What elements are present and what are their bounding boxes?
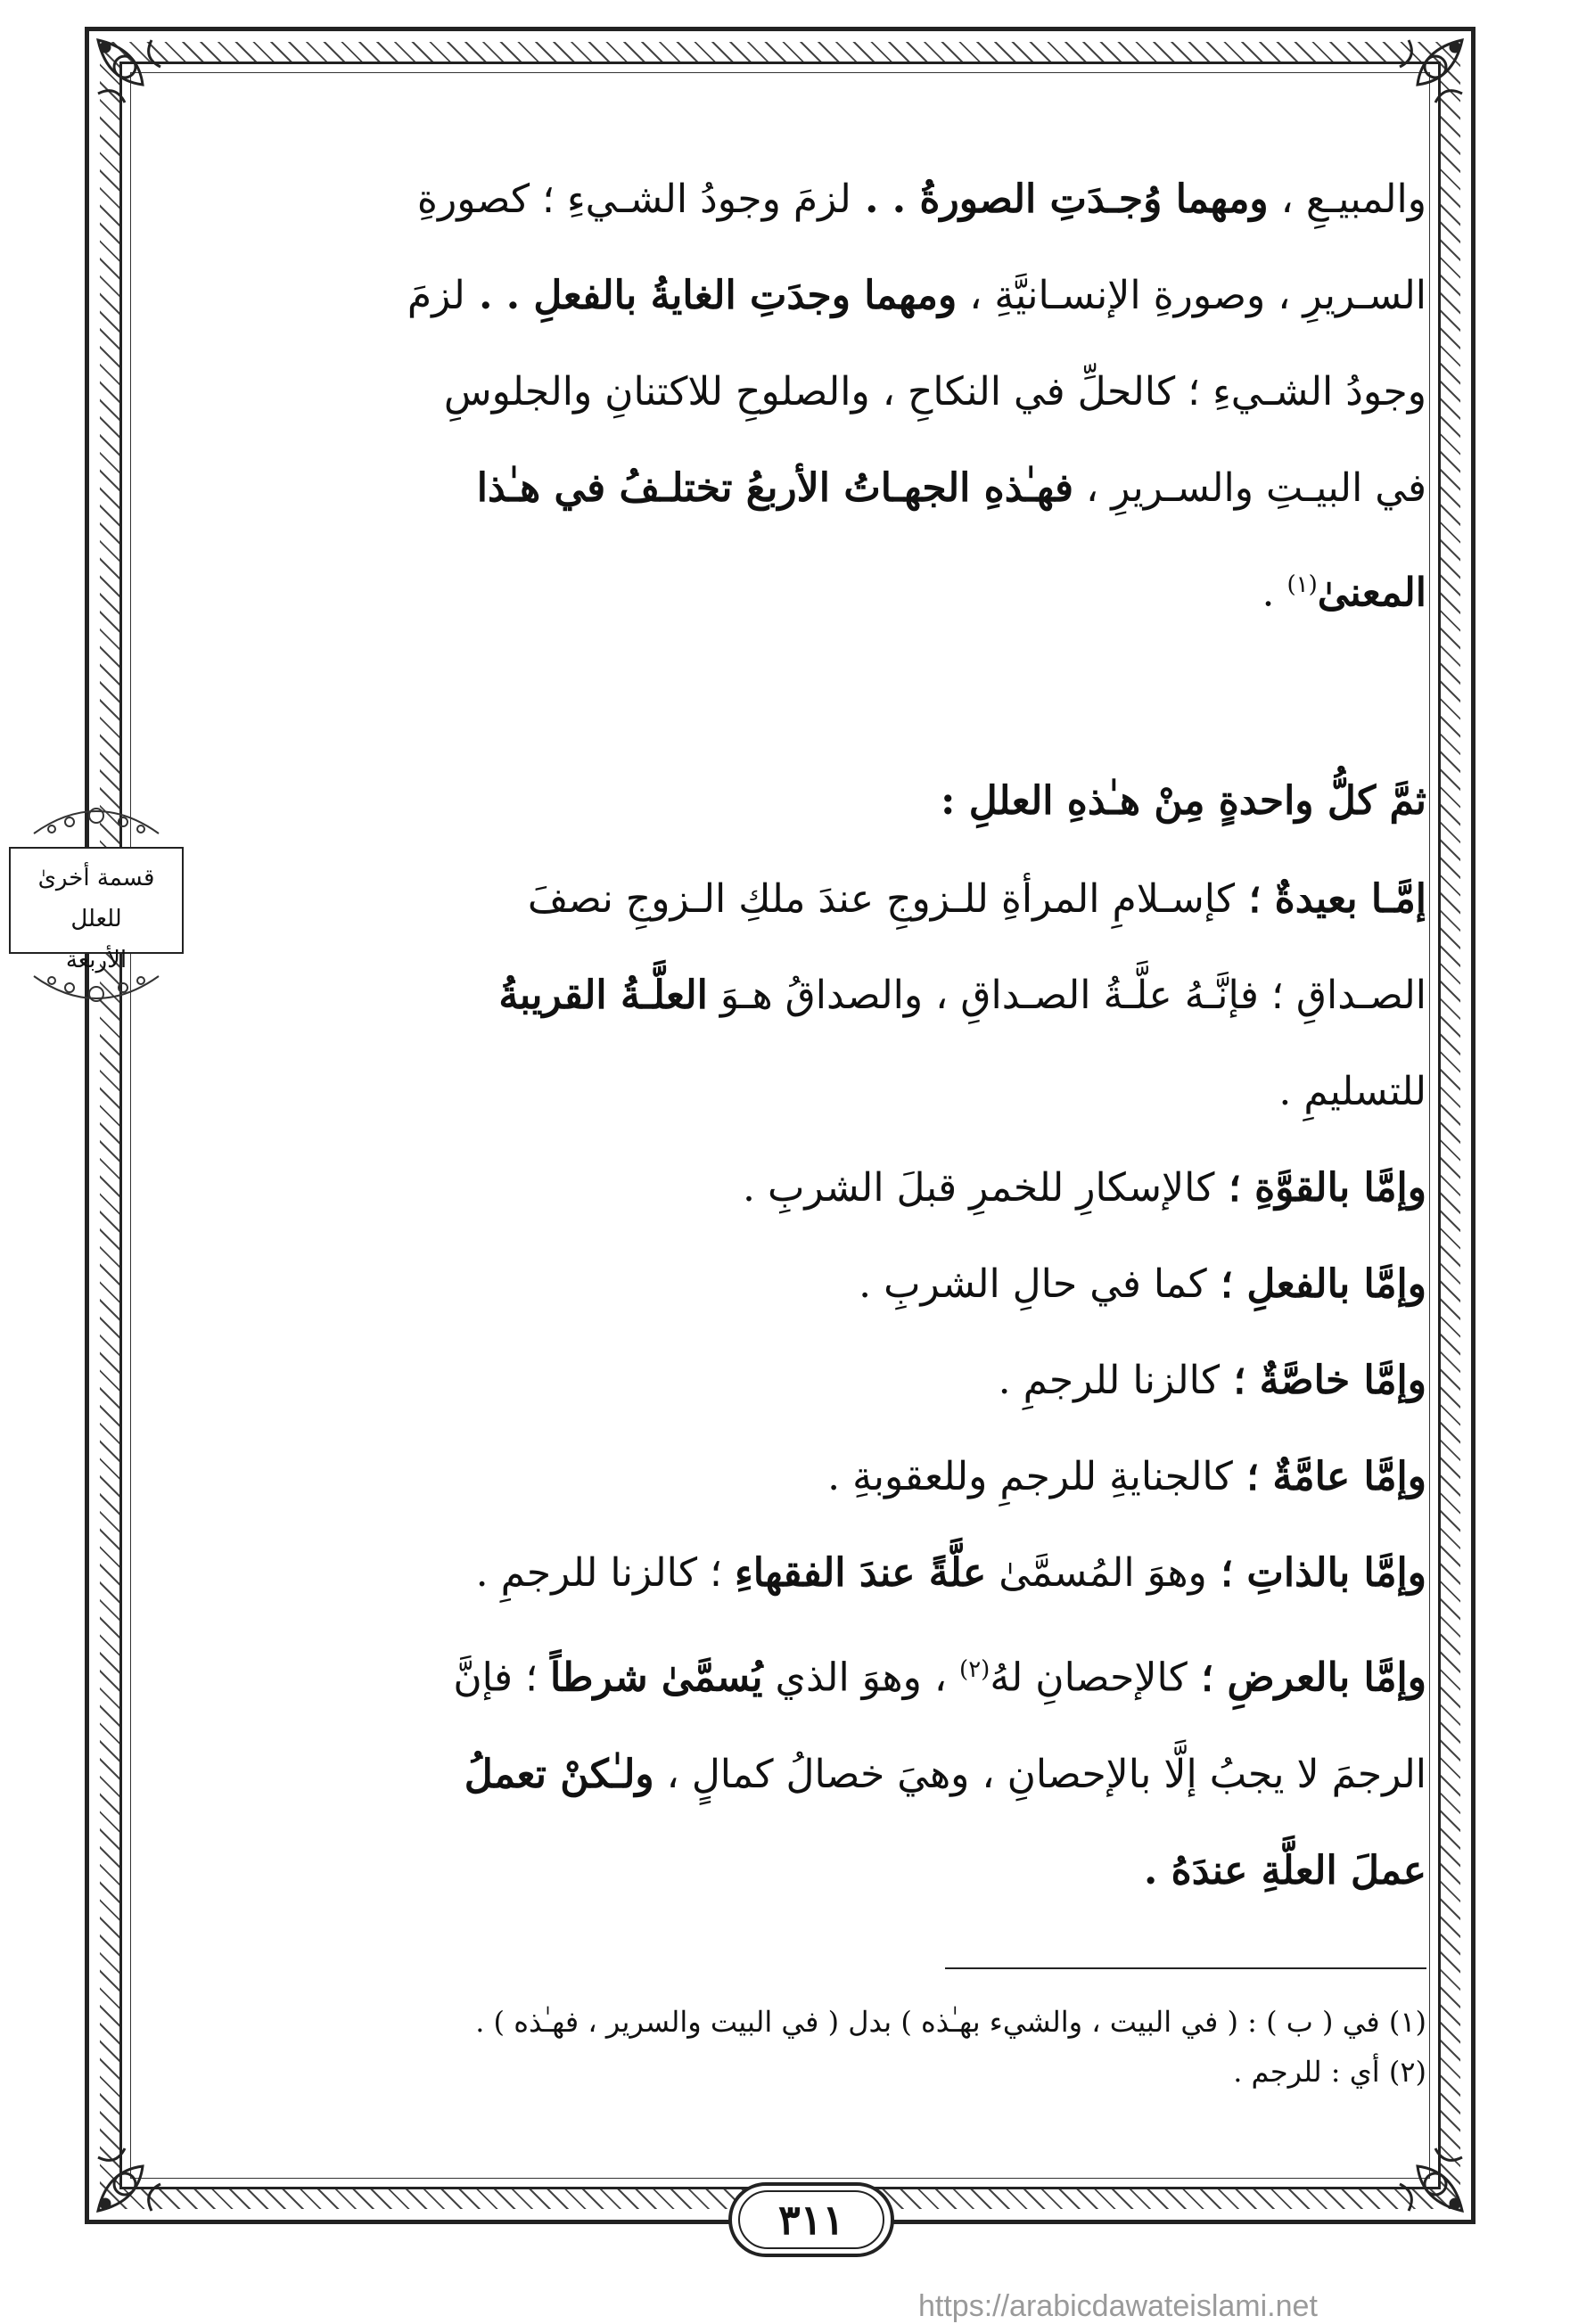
text-line [196, 1333, 1426, 1429]
text-run: وجودُ الشـيءِ ؛ كالحلِّ في النكاحِ ، والصلوحِ للاكتنانِ والجلوسِ [443, 369, 1426, 415]
text-run: وإمَّا بالذاتِ ؛ [1206, 1550, 1426, 1596]
footnote-1: (١) في ( ب ) : ( في البيت ، والشيء بهـٰذه ) بدل ( في البيت والسرير ، فهـٰذه ) . [475, 2005, 1426, 2039]
page-number-cartouche [727, 2180, 896, 2259]
text-line [196, 851, 1426, 948]
text-run: كإسـلامِ المرأةِ للـزوجِ عندَ ملكِ الـزوجِ نصفَ [527, 876, 1236, 922]
text-run: للتسليمِ . [1278, 1069, 1426, 1114]
text-run: الرجمَ لا يجبُ إلَّا بالإحصانِ ، وهيَ خصالُ كمالٍ ، [653, 1751, 1426, 1797]
text-run: المعنىٰ [1317, 570, 1426, 616]
text-run: وإمَّا عامَّةٌ ؛ [1232, 1454, 1426, 1499]
text-line [196, 1044, 1426, 1140]
body-paragraph-1 [196, 152, 1426, 642]
text-run: وإمَّا بالقوَّةِ ؛ [1214, 1165, 1426, 1211]
intro-line-text: ثمَّ كلُّ واحدةٍ مِنْ هـٰذهِ العللِ : [941, 778, 1426, 824]
footnote-2: (٢) أي : للرجم . [1233, 2055, 1426, 2089]
corner-ornament-icon [89, 31, 187, 129]
watermark-url: https://arabicdawateislami.net [918, 2289, 1318, 2323]
text-run: إمَّـا بعيدةٌ ؛ [1235, 876, 1426, 922]
text-run: ومهما وُجـدَتِ الصورةُ . . [851, 177, 1269, 222]
text-run: فهـٰذهِ الجهـاتُ الأربعُ تختلـفُ في هـٰذا [476, 465, 1074, 511]
text-run: ؛ كالزنا للرجمِ . [475, 1550, 735, 1596]
body-paragraph-2 [196, 851, 1426, 1919]
text-run: لزمَ وجودُ الشـيءِ ؛ كصورةِ [416, 177, 851, 222]
text-run: في البيـتِ والسـريرِ ، [1073, 465, 1426, 511]
text-run: . [1262, 570, 1287, 616]
text-line [196, 948, 1426, 1044]
text-run: كالزنا للرجمِ . [998, 1358, 1221, 1403]
text-run: ؛ فإنَّ [453, 1655, 551, 1701]
text-line [196, 152, 1426, 248]
margin-note-box [9, 847, 184, 973]
text-run: ، وهوَ الذي [762, 1655, 960, 1701]
text-run: وإمَّا بالعرضِ ؛ [1187, 1655, 1426, 1701]
text-run: يُسمَّىٰ شرطاً [550, 1655, 763, 1701]
footnote-reference: (١) [1286, 571, 1318, 598]
text-run: عملَ العلَّةِ عندَهُ . [1144, 1847, 1426, 1893]
text-run: لزمَ [407, 273, 465, 318]
footnote-separator [945, 1967, 1426, 1969]
footnotes [196, 1997, 1426, 2097]
margin-note-line-1: قسمة أخرىٰ للعلل [37, 865, 155, 932]
text-run: والمبيـعِ ، [1268, 177, 1426, 222]
text-run: كالجنايةِ للرجمِ وللعقوبةِ . [827, 1454, 1233, 1499]
text-run: الصـداقِ ؛ فإنَّـهُ علَّـةُ الصـداقِ ، والصداقُ هـوَ [707, 973, 1426, 1018]
text-run: السـريرِ ، وصورةِ الإنسـانيَّةِ ، [957, 273, 1426, 318]
text-line [196, 1727, 1426, 1823]
body-intro-line [196, 753, 1426, 850]
corner-ornament-icon [1373, 2122, 1471, 2220]
corner-ornament-icon [1373, 31, 1471, 129]
text-line [196, 537, 1426, 642]
footnote-reference: (٢) [959, 1656, 990, 1683]
page-number: ٣١١ [777, 2196, 845, 2244]
text-run: وإمَّا بالفعلِ ؛ [1206, 1261, 1426, 1307]
text-run: ومهما وجدَتِ الغايةُ بالفعلِ . . [464, 273, 958, 318]
text-line [196, 1140, 1426, 1236]
text-line [196, 1236, 1426, 1333]
text-line [196, 344, 1426, 440]
margin-ornament-icon [25, 793, 168, 838]
text-line [196, 1823, 1426, 1919]
margin-note-line-2: الأربعة [65, 947, 127, 973]
text-line [196, 1525, 1426, 1622]
text-run: وإمَّا خاصَّةٌ ؛ [1220, 1358, 1426, 1403]
text-run: كما في حالِ الشربِ . [859, 1261, 1207, 1307]
corner-ornament-icon [89, 2122, 187, 2220]
text-run: العلَّـةُ القريبةُ [498, 973, 708, 1018]
text-run: علَّةً عندَ الفقهاءِ [735, 1550, 987, 1596]
text-run: ولـٰكنْ تعملُ [464, 1751, 654, 1797]
text-line [196, 440, 1426, 537]
text-run: كالإحصانِ لهُ [990, 1655, 1188, 1701]
margin-ornament-icon [25, 972, 168, 1016]
text-run: وهوَ المُسمَّىٰ [986, 1550, 1207, 1596]
text-line [196, 248, 1426, 344]
text-line [196, 1622, 1426, 1727]
text-run: كالإسكارِ للخمرِ قبلَ الشربِ . [742, 1165, 1215, 1211]
margin-note [7, 793, 185, 1016]
text-line [196, 1429, 1426, 1525]
